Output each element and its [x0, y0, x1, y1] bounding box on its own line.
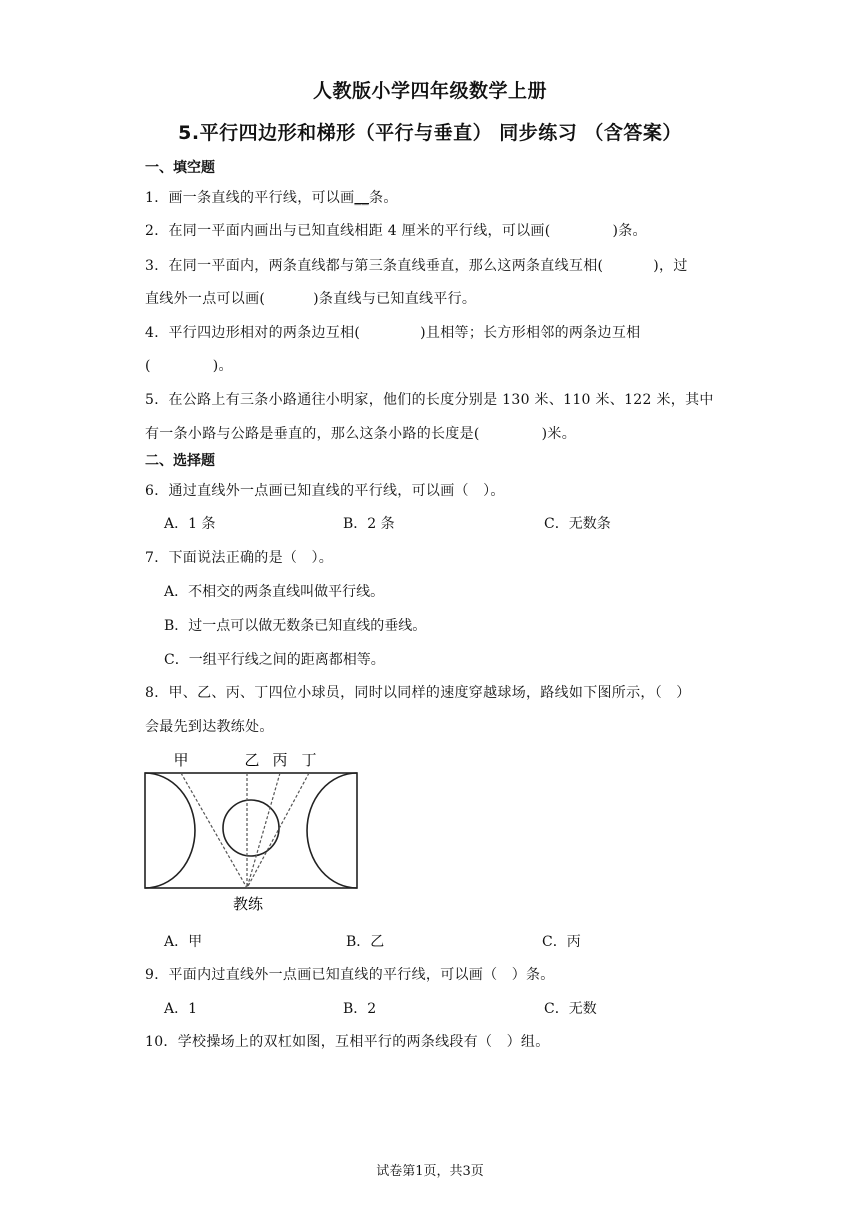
question-4-line-1: 4．平行四边形相对的两条边互相( )且相等；长方形相邻的两条边互相	[145, 325, 641, 341]
basketball-court-figure	[140, 745, 370, 915]
q6-option-b[interactable]: B．2 条	[343, 516, 395, 532]
route-jia	[181, 773, 247, 888]
question-8-line-2: 会最先到达教练处。	[145, 719, 274, 735]
question-5-line-1: 5．在公路上有三条小路通往小明家，他们的长度分别是 130 米、110 米、122 米，其中	[145, 392, 714, 408]
document-subtitle: 5.平行四边形和梯形（平行与垂直） 同步练习 （含答案）	[178, 122, 682, 144]
q6-option-c[interactable]: C．无数条	[544, 516, 611, 532]
q9-option-a[interactable]: A．1	[164, 1001, 198, 1017]
question-9: 9．平面内过直线外一点画已知直线的平行线，可以画（ ）条。	[145, 967, 555, 983]
question-7: 7．下面说法正确的是（ ）。	[145, 550, 334, 566]
section-fill-blank-title: 一、填空题	[145, 160, 215, 176]
question-5-line-2: 有一条小路与公路是垂直的，那么这条小路的长度是( )米。	[145, 426, 577, 442]
q6-option-a[interactable]: A．1 条	[164, 516, 216, 532]
right-arc	[307, 773, 357, 888]
q7-option-a[interactable]: A．不相交的两条直线叫做平行线。	[164, 584, 385, 600]
label-yi: 乙	[244, 751, 260, 769]
question-10: 10．学校操场上的双杠如图，互相平行的两条线段有（ ）组。	[145, 1034, 550, 1050]
q8-option-b[interactable]: B．乙	[346, 934, 385, 950]
label-bing: 丙	[272, 751, 288, 769]
question-8-line-1: 8．甲、乙、丙、丁四位小球员，同时以同样的速度穿越球场，路线如下图所示，（ ）	[145, 685, 691, 701]
center-circle	[223, 800, 279, 856]
left-arc	[145, 773, 195, 888]
q8-option-a[interactable]: A．甲	[164, 934, 203, 950]
court-boundary	[145, 773, 357, 888]
label-ding: 丁	[301, 751, 317, 769]
q7-option-b[interactable]: B．过一点可以做无数条已知直线的垂线。	[164, 618, 427, 634]
route-ding	[247, 773, 309, 888]
q8-option-c[interactable]: C．丙	[542, 934, 581, 950]
route-bing	[247, 773, 280, 888]
label-jia: 甲	[173, 751, 189, 769]
question-3-line-2: 直线外一点可以画( )条直线与已知直线平行。	[145, 291, 477, 307]
label-coach: 教练	[232, 895, 264, 913]
document-title: 人教版小学四年级数学上册	[312, 80, 547, 102]
question-1: 1．画一条直线的平行线，可以画__条。	[145, 190, 398, 206]
q1-blank: __	[354, 190, 370, 206]
q7-option-c[interactable]: C．一组平行线之间的距离都相等。	[164, 652, 385, 668]
question-4-line-2: ( )。	[145, 358, 233, 374]
question-2: 2．在同一平面内画出与已知直线相距 4 厘米的平行线，可以画( )条。	[145, 223, 647, 239]
section-choice-title: 二、选择题	[145, 453, 215, 469]
question-3-line-1: 3．在同一平面内，两条直线都与第三条直线垂直，那么这两条直线互相( )，过	[145, 258, 688, 274]
q9-option-c[interactable]: C．无数	[544, 1001, 597, 1017]
q9-option-b[interactable]: B．2	[343, 1001, 377, 1017]
question-6: 6．通过直线外一点画已知直线的平行线，可以画（ ）。	[145, 483, 505, 499]
page-footer: 试卷第1页，共3页	[376, 1164, 484, 1179]
